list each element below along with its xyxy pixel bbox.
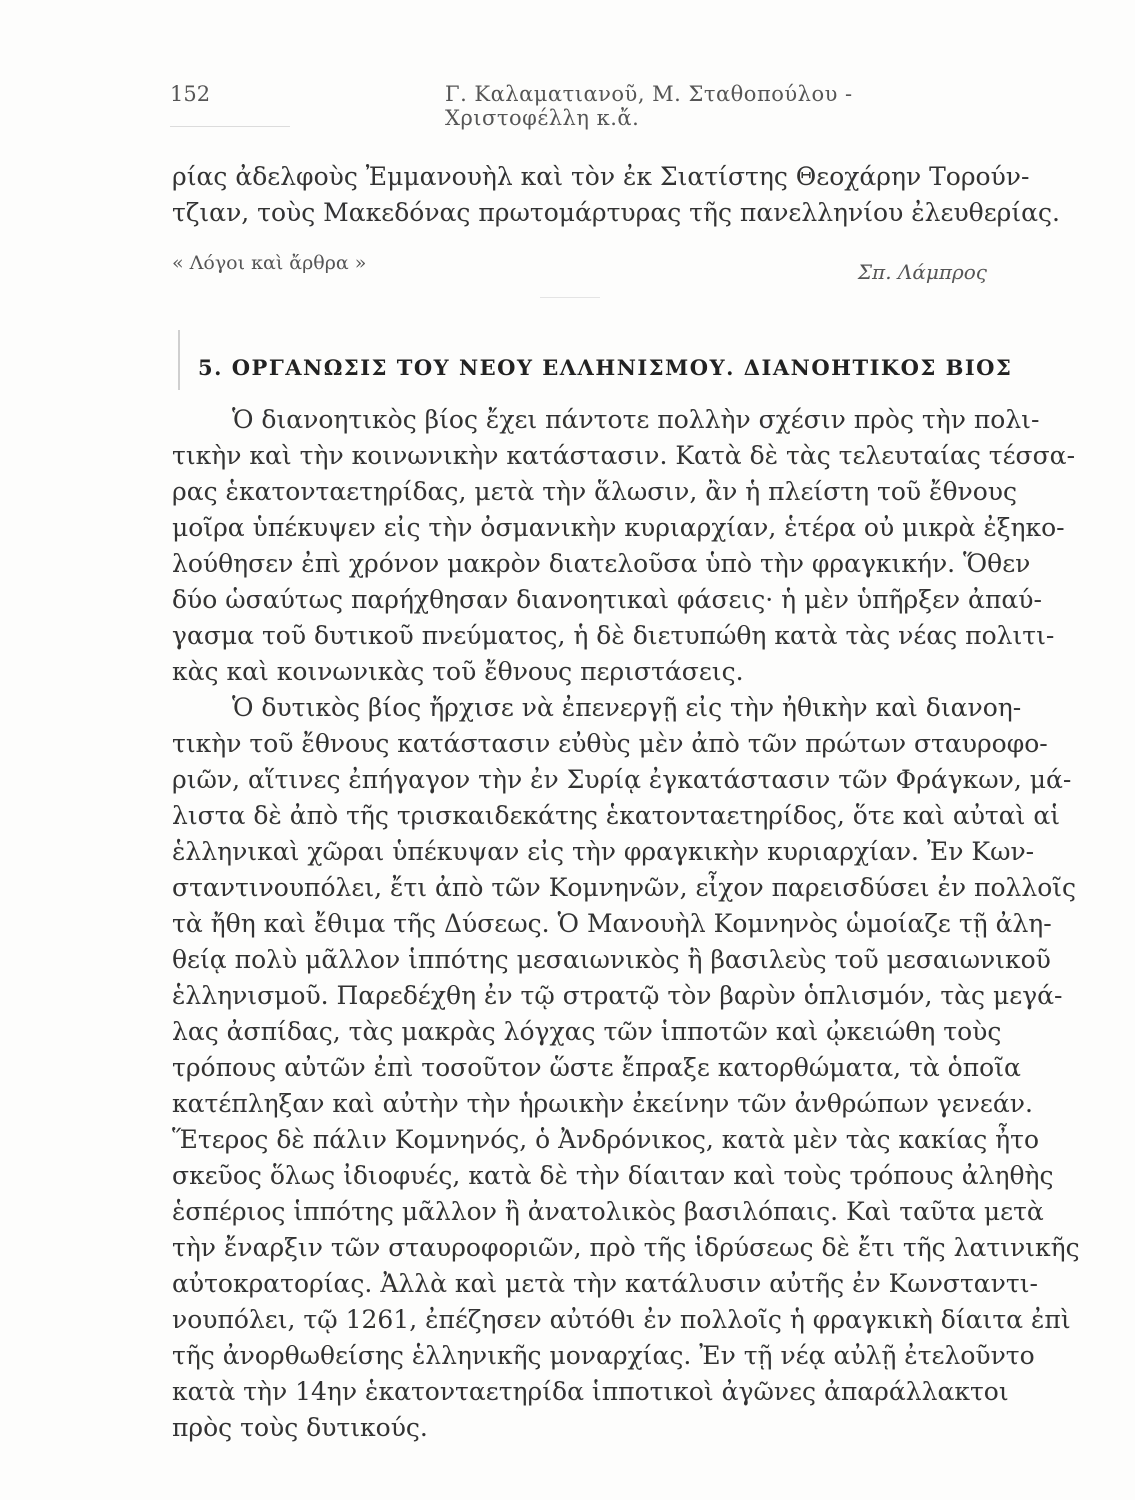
page-number: 152 (170, 82, 211, 106)
source-citation (172, 252, 987, 284)
paragraph-1-line: μοῖρα ὑπέκυψεν εἰς τὴν ὀσμανικὴν κυριαρχίαν, ἑτέρα οὐ μικρὰ ἐξηκο- (172, 513, 1065, 542)
paragraph-1-line: γασμα τοῦ δυτικοῦ πνεύματος, ἡ δὲ διετυπώθη κατὰ τὰς νέας πολιτι- (172, 621, 1055, 650)
paragraph-2-line: σταντινουπόλει, ἔτι ἀπὸ τῶν Κομνηνῶν, εἶχον παρεισδύσει ἐν πολλοῖς (172, 873, 1077, 902)
paragraph-2-line: τρόπους αὐτῶν ἐπὶ τοσοῦτον ὥστε ἔπραξε κατορθώματα, τὰ ὁποῖα (172, 1053, 1021, 1082)
paragraph-2-line: τῆς ἀνορθωθείσης ἑλληνικῆς μοναρχίας. Ἐν τῇ νέᾳ αὐλῇ ἐτελοῦντο (172, 1341, 1035, 1370)
paragraph-2-line: λιστα δὲ ἀπὸ τῆς τρισκαιδεκάτης ἑκατονταετηρίδος, ὅτε καὶ αὐταὶ αἱ (172, 801, 1061, 830)
paragraph-2-line: λας ἀσπίδας, τὰς μακρὰς λόγχας τῶν ἱπποτῶν καὶ ᾠκειώθη τοὺς (172, 1017, 1002, 1046)
paragraph-2-line: τὴν ἔναρξιν τῶν σταυροφοριῶν, πρὸ τῆς ἱδρύσεως δὲ ἔτι τῆς λατινικῆς (172, 1233, 1080, 1262)
paragraph-2-line: ἑσπέριος ἱππότης μᾶλλον ἢ ἀνατολικὸς βασιλόπαις. Καὶ ταῦτα μετὰ (172, 1197, 1044, 1226)
intro-line: τζιαν, τοὺς Μακεδόνας πρωτομάρτυρας τῆς πανελληνίου ἐλευθερίας. (172, 198, 1060, 227)
paragraph-2-line: ριῶν, αἵτινες ἐπήγαγον τὴν ἐν Συρίᾳ ἐγκατάστασιν τῶν Φράγκων, μά- (172, 765, 1072, 794)
paragraph-2-line: κατέπληξαν καὶ αὐτὴν τὴν ἡρωικὴν ἐκείνην τῶν ἀνθρώπων γενεάν. (172, 1089, 1033, 1118)
intro-line: ρίας ἀδελφοὺς Ἐμμανουὴλ καὶ τὸν ἐκ Σιατίστης Θεοχάρην Τορούν- (172, 162, 1030, 191)
paragraph-2-line: νουπόλει, τῷ 1261, ἐπέζησεν αὐτόθι ἐν πολλοῖς ἡ φραγκικὴ δίαιτα ἐπὶ (172, 1305, 1071, 1334)
paragraph-2-line: τικὴν τοῦ ἔθνους κατάστασιν εὐθὺς μὲν ἀπὸ τῶν πρώτων σταυροφο- (172, 729, 1048, 758)
paragraph-1-line: Ὁ διανοητικὸς βίος ἔχει πάντοτε πολλὴν σχέσιν πρὸς τὴν πολι- (232, 405, 1040, 434)
paragraph-2-line: πρὸς τοὺς δυτικούς. (172, 1413, 428, 1442)
paragraph-1-line: λούθησεν ἐπὶ χρόνον μακρὸν διατελοῦσα ὑπὸ τὴν φραγκικήν. Ὅθεν (172, 549, 1031, 578)
header-rule (170, 126, 290, 127)
paragraph-2-line: Ὁ δυτικὸς βίος ἤρχισε νὰ ἐπενεργῇ εἰς τὴν ἠθικὴν καὶ διανοη- (232, 693, 1022, 722)
source-author: Σπ. Λάμπρος (857, 260, 987, 284)
paragraph-2-line: τὰ ἤθη καὶ ἔθιμα τῆς Δύσεως. Ὁ Μανουὴλ Κομνηνὸς ὡμοίαζε τῇ ἀλη- (172, 909, 1052, 938)
running-title: Γ. Καλαματιανοῦ, Μ. Σταθοπούλου - Χριστοφέλλη κ.ἄ. (445, 82, 853, 130)
paragraph-2-line: Ἕτερος δὲ πάλιν Κομνηνός, ὁ Ἀνδρόνικος, κατὰ μὲν τὰς κακίας ἦτο (172, 1125, 1040, 1154)
paragraph-2-line: θείᾳ πολὺ μᾶλλον ἱππότης μεσαιωνικὸς ἢ βασιλεὺς τοῦ μεσαιωνικοῦ (172, 945, 1051, 974)
paragraph-1-line: τικὴν καὶ τὴν κοινωνικὴν κατάστασιν. Κατὰ δὲ τὰς τελευταίας τέσσα- (172, 441, 1076, 470)
paragraph-2-line: ἑλληνικαὶ χῶραι ὑπέκυψαν εἰς τὴν φραγκικὴν κυριαρχίαν. Ἐν Κων- (172, 837, 1035, 866)
margin-mark (178, 330, 180, 390)
paragraph-1-line: δύο ὡσαύτως παρήχθησαν διανοητικαὶ φάσεις· ἡ μὲν ὑπῆρξεν ἀπαύ- (172, 585, 1042, 614)
paragraph-1-line: ρας ἑκατονταετηρίδας, μετὰ τὴν ἅλωσιν, ἂν ἡ πλείστη τοῦ ἔθνους (172, 477, 1017, 506)
paragraph-2-line: ἑλληνισμοῦ. Παρεδέχθη ἐν τῷ στρατῷ τὸν βαρὺν ὁπλισμόν, τὰς μεγά- (172, 981, 1063, 1010)
paragraph-2-line: κατὰ τὴν 14ην ἑκατονταετηρίδα ἱπποτικοὶ ἀγῶνες ἀπαράλλακτοι (172, 1377, 1009, 1406)
separator-rule (540, 297, 600, 298)
paragraph-1-line: κὰς καὶ κοινωνικὰς τοῦ ἔθνους περιστάσεις. (172, 657, 744, 686)
section-heading: 5. ΟΡΓΑΝΩΣΙΣ ΤΟΥ ΝΕΟΥ ΕΛΛΗΝΙΣΜΟΥ. ΔΙΑΝΟΗΤΙΚΟΣ ΒΙΟΣ (198, 355, 1013, 380)
paragraph-2-line: σκεῦος ὅλως ἰδιοφυές, κατὰ δὲ τὴν δίαιταν καὶ τοὺς τρόπους ἀληθὴς (172, 1161, 1054, 1190)
paragraph-2-line: αὐτοκρατορίας. Ἀλλὰ καὶ μετὰ τὴν κατάλυσιν αὐτῆς ἐν Κωνσταντι- (172, 1269, 1038, 1298)
running-head (170, 82, 985, 130)
source-title: « Λόγοι καὶ ἄρθρα » (172, 252, 367, 274)
